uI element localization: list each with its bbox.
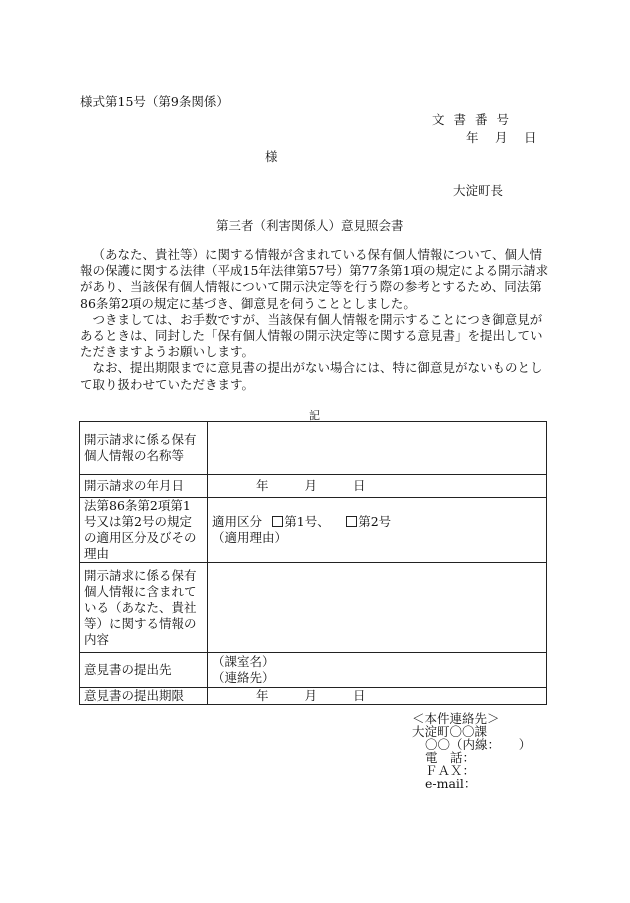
sender: 大淀町長 <box>453 183 504 198</box>
contact-tel: 電 話： <box>425 750 476 765</box>
option-1: 第1号、 <box>284 514 330 529</box>
option-2: 第2号 <box>358 514 392 529</box>
contact-email: e-mail： <box>425 776 477 791</box>
table-row <box>80 653 547 688</box>
date-year: 年 <box>466 130 479 145</box>
document-title: 第三者（利害関係人）意見照会書 <box>216 218 404 233</box>
category-label: 法第86条第2項第1号又は第2号の規定の適用区分及びその理由 <box>80 498 208 563</box>
detail-table <box>79 421 547 705</box>
category-caption: 適用区分 <box>212 514 263 529</box>
contact-block <box>412 712 531 790</box>
contact-caption: （連絡先） <box>212 670 275 685</box>
contact-dept: 大淀町〇〇課 <box>412 724 488 739</box>
submit-to-value <box>208 653 547 688</box>
reason-caption: （適用理由） <box>212 530 288 545</box>
date-month: 月 <box>495 130 508 145</box>
contact-heading: ＜本件連絡先＞ <box>412 711 500 726</box>
ki-mark: 記 <box>309 409 320 422</box>
form-number: 様式第15号（第9条関係） <box>80 94 229 109</box>
body-text <box>80 247 550 393</box>
body-paragraph: つきましては、お手数ですが、当該保有個人情報を開示することにつき御意見があるときは、同封した「保有個人情報の開示決定等に関する意見書」を提出していただきますようお願いします。 <box>80 311 543 360</box>
submit-to-label: 意見書の提出先 <box>80 653 208 688</box>
table-row <box>80 498 547 563</box>
table-row <box>80 688 547 705</box>
dept-caption: （課室名） <box>212 654 275 669</box>
body-paragraph: なお、提出期限までに意見書の提出がない場合には、特に御意見がないものとして取り扱わせていただきます。 <box>80 360 543 392</box>
checkbox-icon[interactable] <box>346 516 357 527</box>
request-date-value[interactable] <box>208 475 547 498</box>
body-paragraph: （あなた、貴社等）に関する情報が含まれている保有個人情報について、個人情報の保護に関する法律（平成15年法律第57号）第77条第1項の規定による開示請求があり、当該保有個人情報について開示決定等を行う際の参考とするため、同法第86条第2項の規定に基づき、御意見を伺うこととしました。 <box>80 247 549 311</box>
year-label: 年 <box>256 478 269 493</box>
day-label: 日 <box>353 478 366 493</box>
addressee: 様 <box>265 149 278 164</box>
month-label: 月 <box>304 688 318 703</box>
document-date <box>466 132 537 145</box>
category-value <box>208 498 547 563</box>
info-content-value[interactable] <box>208 563 547 653</box>
info-content-label: 開示請求に係る保有個人情報に含まれている（あなた、貴社等）に関する情報の内容 <box>80 563 208 653</box>
day-label: 日 <box>353 688 366 703</box>
checkbox-icon[interactable] <box>272 516 283 527</box>
document-number-label: 文書番号 <box>432 112 519 127</box>
table-row <box>80 563 547 653</box>
deadline-value[interactable] <box>208 688 547 705</box>
date-day: 日 <box>524 130 537 145</box>
contact-person: 〇〇（内線： ） <box>425 737 532 752</box>
month-label: 月 <box>304 478 318 493</box>
table-row <box>80 475 547 498</box>
request-date-label: 開示請求の年月日 <box>80 475 208 498</box>
info-name-label: 開示請求に係る保有個人情報の名称等 <box>80 422 208 475</box>
contact-fax: ＦＡＸ： <box>425 763 476 778</box>
info-name-value[interactable] <box>208 422 547 475</box>
deadline-label: 意見書の提出期限 <box>80 688 208 705</box>
year-label: 年 <box>256 688 269 703</box>
table-row <box>80 422 547 475</box>
